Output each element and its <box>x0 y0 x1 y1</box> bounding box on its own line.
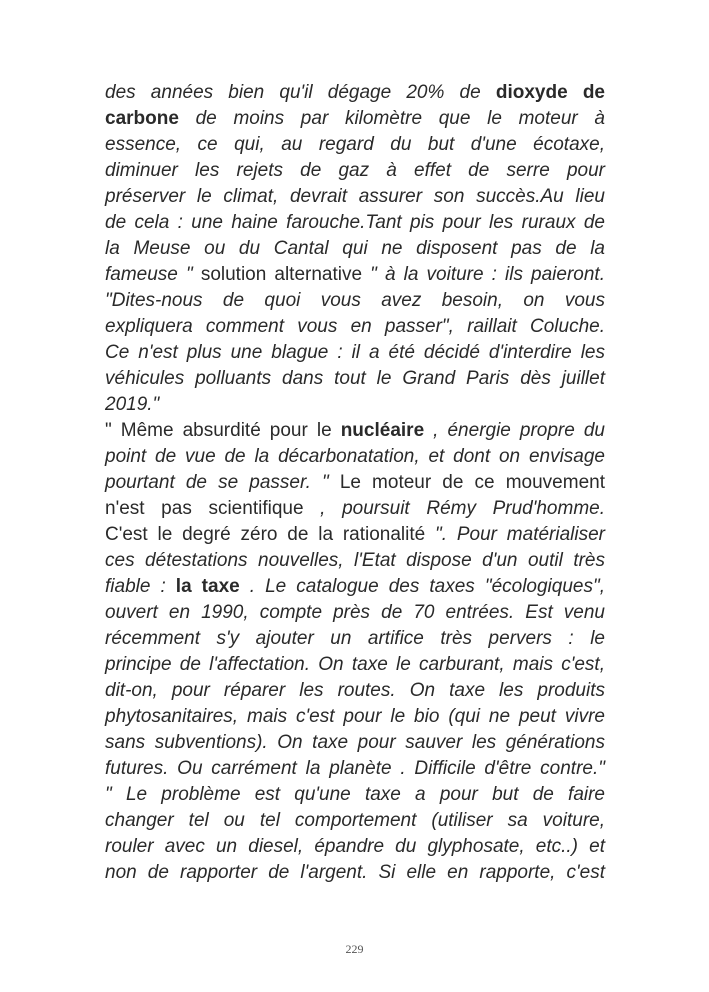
text-line: rouler avec un diesel, épandre du glyphosate, etc..) et <box>105 836 605 857</box>
text-line: non de rapporter de l'argent. Si elle en rapporte, c'est <box>105 862 605 883</box>
text-line: "Dites-nous de quoi vous avez besoin, on vous <box>105 290 605 311</box>
text-line: futures. Ou carrément la planète . Difficile d'être contre." <box>105 758 605 779</box>
text-line: principe de l'affectation. On taxe le carburant, mais c'est, <box>105 654 605 675</box>
text-line: changer tel ou tel comportement (utiliser sa voiture, <box>105 810 605 831</box>
bold-term: la taxe <box>175 576 240 597</box>
text-line: la Meuse ou du Cantal qui ne disposent pas de la <box>105 238 605 259</box>
text-line: de cela : une haine farouche.Tant pis pour les ruraux de <box>105 212 605 233</box>
text-line: fiable : la taxe . Le catalogue des taxes "écologiques", <box>105 576 606 597</box>
text-line: préserver le climat, devrait assurer son succès.Au lieu <box>105 186 605 207</box>
text-line: récemment s'y ajouter un artifice très pervers : le <box>105 628 605 649</box>
text-line: 2019." <box>105 394 160 415</box>
text-line: pourtant de se passer. " Le moteur de ce mouvement <box>105 472 605 493</box>
text-line: des années bien qu'il dégage 20% de dioxyde de <box>105 82 606 103</box>
text-line: C'est le degré zéro de la rationalité ". Pour matérialiser <box>105 524 606 545</box>
text-line: phytosanitaires, mais c'est pour le bio (qui ne peut vivre <box>105 706 605 727</box>
text-line: " Même absurdité pour le nucléaire , énergie propre du <box>105 420 606 441</box>
bold-term: dioxyde de <box>495 82 606 103</box>
text-line: Ce n'est plus une blague : il a été décidé d'interdire les <box>105 342 605 363</box>
bold-term: carbone <box>105 108 179 129</box>
bold-term: nucléaire <box>340 420 425 441</box>
text-line: essence, ce qui, au regard du but d'une écotaxe, <box>105 134 605 155</box>
text-line: ces détestations nouvelles, l'Etat dispose d'un outil très <box>105 550 605 571</box>
text-line: véhicules polluants dans tout le Grand Paris dès juillet <box>105 368 605 389</box>
text-line: sans subventions). On taxe pour sauver les générations <box>105 732 605 753</box>
page-number: 229 <box>345 942 364 956</box>
text-line: n'est pas scientifique , poursuit Rémy Prud'homme. <box>105 498 605 519</box>
quoted-phrase: solution alternative <box>200 264 363 285</box>
text-line: expliquera comment vous en passer", raillait Coluche. <box>105 316 605 337</box>
text-line: fameuse " solution alternative " à la voiture : ils paieront. <box>105 264 605 285</box>
text-line: point de vue de la décarbonatation, et dont on envisage <box>105 446 605 467</box>
text-line: diminuer les rejets de gaz à effet de serre pour <box>105 160 605 181</box>
text-line: " Le problème est qu'une taxe a pour but de faire <box>105 784 605 805</box>
text-line: ouvert en 1990, compte près de 70 entrées. Est venu <box>105 602 605 623</box>
text-line: dit-on, pour réparer les routes. On taxe les produits <box>105 680 605 701</box>
text-line: carbone de moins par kilomètre que le moteur à <box>105 108 605 129</box>
